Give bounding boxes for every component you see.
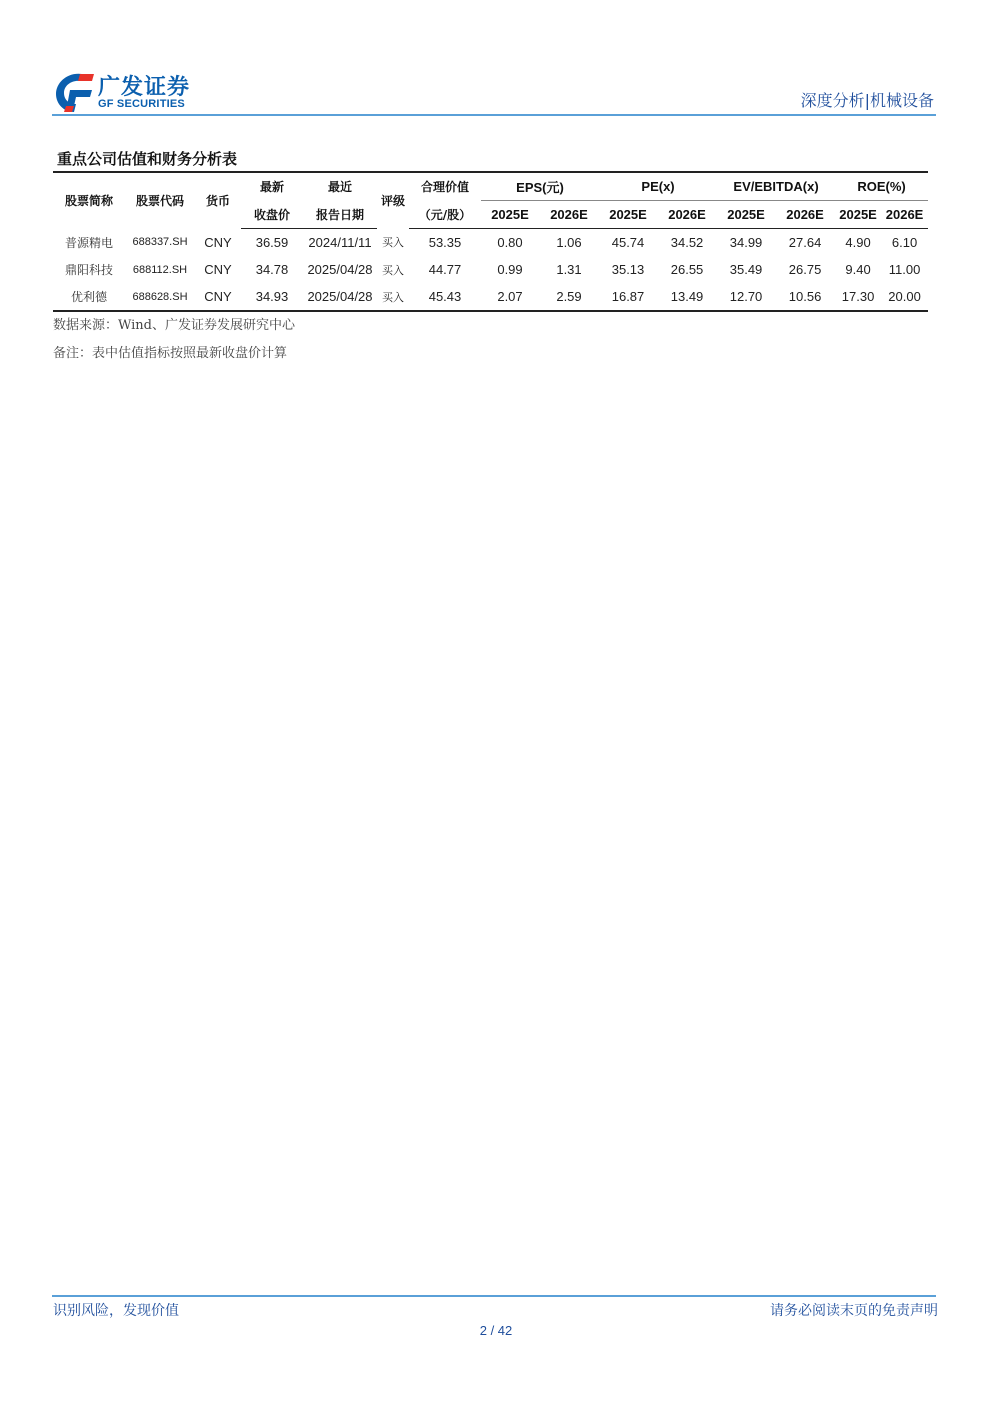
cell-currency: CNY: [204, 234, 232, 250]
table-row: [53, 256, 928, 283]
cell-roe-2026e: 11.00: [888, 262, 921, 277]
header-target-line1: 合理价值: [409, 172, 481, 201]
cell-close: 34.93: [241, 283, 303, 311]
header-roe-2025e: 2025E: [835, 201, 881, 229]
header-divider: [52, 114, 936, 116]
header-close-line2: 收盘价: [241, 201, 303, 229]
header-eps: EPS(元): [481, 172, 599, 201]
data-source-note: 数据来源：Wind、广发证券发展研究中心: [53, 318, 295, 333]
cell-roe-2026e: 20.00: [881, 283, 928, 311]
header-currency: 货币: [195, 172, 241, 229]
logo-english-text: GF SECURITIES: [98, 98, 185, 110]
remark-note: 备注：表中估值指标按照最新收盘价计算: [53, 346, 288, 361]
header-close-line1: 最新: [241, 172, 303, 201]
cell-name: 普源精电: [64, 235, 113, 250]
table-row: [53, 283, 928, 311]
cell-ev-2026e: 26.75: [788, 262, 822, 277]
header-ev-2026e: 2026E: [775, 201, 835, 229]
cell-eps-2025e: 0.99: [497, 262, 523, 277]
header-ev-2025e: 2025E: [717, 201, 775, 229]
cell-code: 688337.SH: [132, 236, 188, 249]
gf-securities-logo: [52, 68, 222, 114]
cell-roe-2025e: 9.40: [845, 262, 871, 277]
cell-pe-2025e: 16.87: [599, 283, 657, 311]
cell-code: 688628.SH: [125, 283, 195, 311]
report-type-label: 深度分析|机械设备: [800, 91, 934, 110]
cell-pe-2026e: 13.49: [657, 283, 717, 311]
cell-pe-2025e: 35.13: [611, 262, 645, 277]
cell-roe-2025e: 17.30: [835, 283, 881, 311]
cell-rating: 买入: [382, 236, 404, 250]
header-eps-2025e: 2025E: [481, 201, 539, 229]
page-number: 2 / 42: [479, 1323, 513, 1338]
cell-report-date: 2024/11/11: [308, 235, 372, 250]
table-row: [53, 229, 928, 257]
header-report-line2: 报告日期: [303, 201, 377, 229]
cell-close: 34.78: [255, 262, 289, 277]
header-eps-2026e: 2026E: [539, 201, 599, 229]
cell-target: 44.77: [428, 262, 462, 277]
table-title: 重点公司估值和财务分析表: [57, 150, 238, 168]
valuation-table: [53, 171, 928, 312]
cell-ev-2026e: 10.56: [775, 283, 835, 311]
cell-eps-2025e: 2.07: [481, 283, 539, 311]
header-name: 股票简称: [53, 172, 125, 229]
cell-code: 688112.SH: [132, 263, 188, 276]
cell-report-date: 2025/04/28: [307, 262, 373, 277]
cell-target: 53.35: [428, 235, 462, 250]
header-rating: 评级: [377, 172, 409, 229]
cell-report-date: 2025/04/28: [303, 283, 377, 311]
cell-pe-2026e: 34.52: [670, 235, 704, 250]
footer-disclaimer: 请务必阅读末页的免责声明: [770, 1303, 938, 1319]
footer-divider: [52, 1295, 936, 1297]
cell-eps-2026e: 2.59: [539, 283, 599, 311]
cell-ev-2025e: 12.70: [717, 283, 775, 311]
cell-pe-2025e: 45.74: [611, 235, 645, 250]
cell-ev-2025e: 35.49: [729, 262, 763, 277]
cell-currency: CNY: [195, 283, 241, 311]
cell-pe-2026e: 26.55: [670, 262, 704, 277]
cell-name: 鼎阳科技: [64, 263, 113, 277]
cell-eps-2026e: 1.31: [556, 262, 582, 277]
cell-rating: 买入: [377, 283, 409, 311]
footer-slogan: 识别风险，发现价值: [53, 1303, 179, 1319]
cell-eps-2025e: 0.80: [497, 235, 523, 250]
header-pe-2025e: 2025E: [599, 201, 657, 229]
header-roe-2026e: 2026E: [881, 201, 928, 229]
cell-roe-2025e: 4.90: [845, 235, 871, 250]
cell-target: 45.43: [409, 283, 481, 311]
cell-eps-2026e: 1.06: [556, 235, 582, 250]
header-code: 股票代码: [125, 172, 195, 229]
logo-chinese-text: 广发证券: [98, 75, 191, 100]
cell-ev-2026e: 27.64: [788, 235, 822, 250]
page-header: [52, 68, 936, 116]
header-ev-ebitda: EV/EBITDA(x): [717, 172, 835, 201]
cell-close: 36.59: [255, 235, 289, 250]
cell-rating: 买入: [382, 263, 404, 277]
header-report-line1: 最近: [303, 172, 377, 201]
cell-ev-2025e: 34.99: [729, 235, 763, 250]
cell-currency: CNY: [204, 262, 232, 277]
header-roe: ROE(%): [835, 172, 928, 201]
header-pe: PE(x): [599, 172, 717, 201]
header-pe-2026e: 2026E: [657, 201, 717, 229]
header-target-line2: （元/股）: [409, 201, 481, 229]
gf-logo-icon: [52, 70, 96, 114]
cell-name: 优利德: [53, 283, 125, 311]
cell-roe-2026e: 6.10: [891, 235, 918, 250]
